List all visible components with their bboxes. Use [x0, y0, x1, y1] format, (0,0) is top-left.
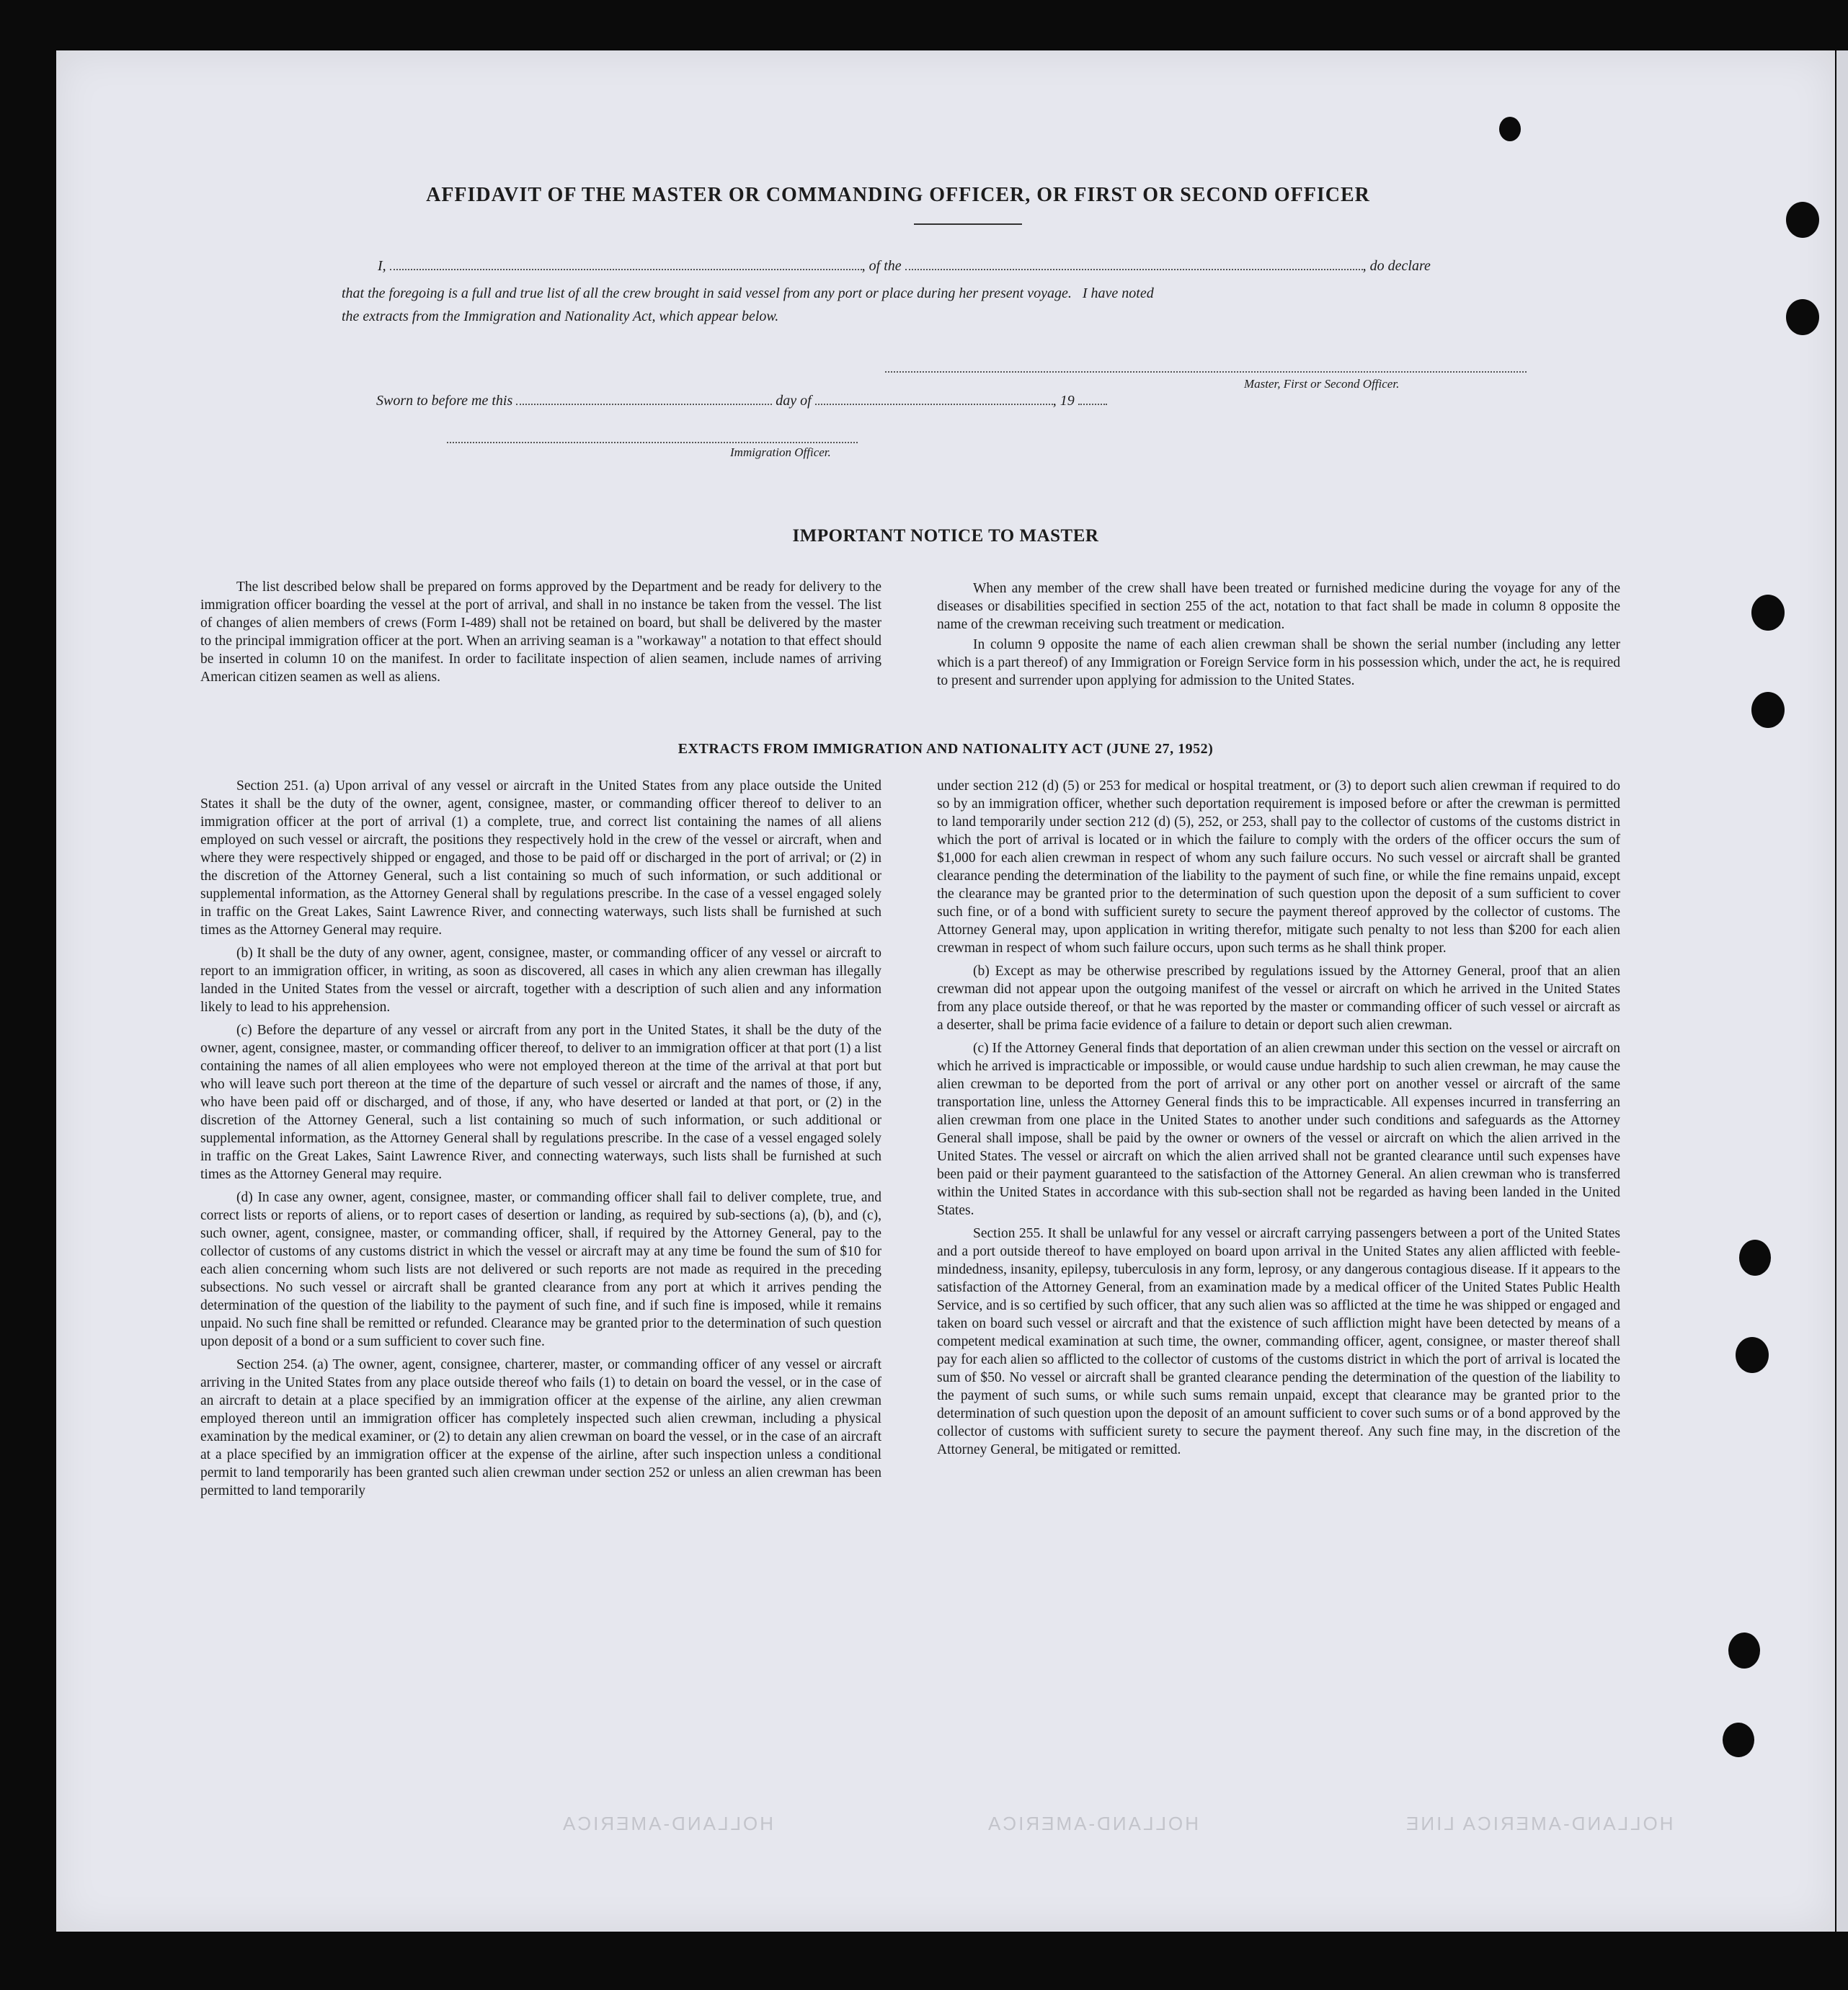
punch-hole	[1499, 117, 1521, 141]
page-edge	[1836, 50, 1848, 1932]
affidavit-title: AFFIDAVIT OF THE MASTER OR COMMANDING OFFICER, OR FIRST OR SECOND OFFICER	[426, 184, 1370, 206]
extracts-left-column	[200, 777, 881, 1505]
declaration-of-the: , of the	[861, 258, 902, 274]
extracts-heading: EXTRACTS FROM IMMIGRATION AND NATIONALITY ACT (JUNE 27, 1952)	[678, 741, 1214, 757]
notice-heading: IMPORTANT NOTICE TO MASTER	[792, 526, 1099, 546]
sworn-line	[376, 393, 1107, 409]
section-251-d: (d) In case any owner, agent, consignee, master, or commanding officer shall fail to deliver complete, true, and correct lists or reports of aliens, or to report cases of desertion or landing, as required by sub-sections (a), (b), and (c), such owner, agent, consignee, master, or commanding officer, shall, if required by the Attorney General, pay to the collector of customs of any customs district in which the vessel or aircraft may at any time be found the sum of $10 for each alien concerning whom such lists are not delivered or such reports are not made as required in the preceding subsections. No such vessel or aircraft shall be granted clearance from any port at which it arrives pending the determination of the question of the liability to the payment of such fine, and if such fine is imposed, while it remains unpaid. No such fine shall be remitted or refunded. Clearance may be granted prior to the determination of such question upon deposit of a bond or a sum sufficient to cover such fine.	[200, 1190, 881, 1349]
section-255: Section 255. It shall be unlawful for any vessel or aircraft carrying passengers between a port of the United States and a port outside thereof to have employed on board upon arrival in the United States any alien afflicted with feeble-mindedness, insanity, epilepsy, tuberculosis in any form, leprosy, or any dangerous contagious disease. If it appears to the satisfaction of the Attorney General, from an examination made by a medical officer of the United States Public Health Service, and is so certified by such officer, that any such alien was so afflicted at the time he was shipped or engaged and taken on board such vessel or aircraft and that the existence of such affliction might have been detected by means of a competent medical examination at such time, the owner, commanding officer, agent, consignee, or master thereof shall pay for each alien so afflicted to the collector of customs of the customs district in which the port of arrival is located the sum of $50. No vessel or aircraft shall be granted clearance pending the determination of the question of the liability to the payment of such sums, or while such sums remain unpaid, except that clearance may be granted prior to the determination of such question upon the deposit of an amount sufficient to cover such sums or of a bond approved by the collector of customs with sufficient surety to secure the payment thereof. Any such fine may, in the discretion of the Attorney General, be mitigated or remitted.	[937, 1226, 1620, 1457]
bleed-through-stamp-middle: HOLLAND-AMERICA	[986, 1813, 1199, 1834]
declaration-line-1	[378, 258, 1431, 275]
name-field[interactable]	[390, 259, 862, 270]
immigration-officer-signature-line[interactable]	[447, 442, 858, 443]
section-251-c: (c) Before the departure of any vessel or aircraft from any port in the United States, it shall be the duty of the owner, agent, consignee, master, or commanding officer thereof, to deliver to an immigration officer at that port (1) a list containing the names of all alien employees who were not employed thereon at the time of the arrival at that port but who will leave such port thereon at the time of the departure of such vessel or aircraft and the names of those, if any, who have been paid off or discharged, and of those, if any, who have deserted or landed at that port, or (2) in the discretion of the Attorney General, such a list containing so much of such information, or such additional or supplemental information, as the Attorney General shall by regulations prescribe. In the case of a vessel engaged solely in traffic on the Great Lakes, Saint Lawrence River, and connecting waterways, such lists shall be furnished at such times as the Attorney General may require.	[200, 1023, 881, 1182]
bleed-through-stamp-right: HOLLAND-AMERICA LINE	[1404, 1813, 1674, 1834]
sworn-day-field[interactable]	[516, 394, 772, 405]
section-254-b: (b) Except as may be otherwise prescribed by regulations issued by the Attorney General, proof that an alien crewman did not appear upon the outgoing manifest of the vessel or aircraft on which he arrived in the United States from any place outside thereof, or that he was reported by the master or commanding officer of such vessel or aircraft as a deserter, shall be prima facie evidence of a failure to detain or deport such alien crewman.	[937, 964, 1620, 1033]
declaration-line-3: the extracts from the Immigration and Nationality Act, which appear below.	[342, 308, 779, 324]
punch-hole	[1736, 1337, 1769, 1373]
section-254-a-continued: under section 212 (d) (5) or 253 for medical or hospital treatment, or (3) to deport such alien crewman if required to do so by an immigration officer, whether such deportation requirement is imposed before or after the crewman is permitted to land temporarily under section 212 (d) (5), 252, or 253, shall pay to the collector of customs of the customs district in which the port of arrival is located or in which the failure to comply with the orders of the officer occurs the sum of $1,000 for each alien crewman in respect of whom any such failure occurs. No such vessel or aircraft shall be granted clearance pending the determination of the liability to the payment of such fine, or while the fine remains unpaid, except the clearance may be granted prior to the determination of such question upon the deposit of a sum sufficient to cover such fine, or of a bond with sufficient surety to secure the payment thereof approved by the collector of customs. The Attorney General may, upon application in writing therefor, mitigate such penalty to not less than $200 for each alien crewman in respect of whom such failure occurs, upon such terms as he shall think proper.	[937, 778, 1620, 956]
extracts-right-column	[937, 777, 1620, 1464]
vessel-field[interactable]	[905, 259, 1363, 270]
declaration-line-2: that the foregoing is a full and true list of all the crew brought in said vessel from any port or place during her present voyage. I have noted	[342, 285, 1154, 301]
sworn-month-field[interactable]	[815, 394, 1053, 405]
punch-hole	[1723, 1723, 1754, 1757]
declaration-do-declare: , do declare	[1362, 258, 1431, 274]
punch-hole	[1728, 1633, 1760, 1669]
sworn-day-of: day of	[776, 393, 812, 409]
section-254-a: Section 254. (a) The owner, agent, consignee, charterer, master, or commanding officer of any vessel or aircraft arriving in the United States from any place outside thereof who fails (1) to detain on board the vessel, or in the case of an aircraft to detain at a place specified by an immigration officer at the expense of the airline, any alien crewman employed thereon until an immigration officer has completely inspected such alien crewman, including a physical examination by the medical examiner, or (2) to detain any alien crewman on board the vessel, or in the case of an aircraft at a place specified by an immigration officer at the expense of the airline, after such inspection unless a conditional permit to land temporarily has been granted such alien crewman under section 252 or unless an alien crewman has been permitted to land temporarily	[200, 1357, 881, 1498]
immigration-officer-caption: Immigration Officer.	[730, 445, 831, 459]
sworn-prefix: Sworn to before me this	[376, 393, 513, 409]
document-page	[56, 50, 1835, 1932]
punch-hole	[1739, 1240, 1771, 1276]
notice-right-column	[937, 579, 1620, 695]
master-signature-line[interactable]	[885, 371, 1527, 373]
section-251-b: (b) It shall be the duty of any owner, agent, consignee, master, or commanding officer of any vessel or aircraft to report to an immigration officer, in writing, as soon as discovered, all cases in which any alien crewman has illegally landed in the United States from the vessel or aircraft, together with a description of such alien and any information likely to lead to his apprehension.	[200, 946, 881, 1015]
sworn-year: , 19	[1052, 393, 1075, 409]
notice-left-paragraph: The list described below shall be prepared on forms approved by the Department and be ready for delivery to the immigration officer boarding the vessel at the port of arrival, and shall in no instance be taken from the vessel. The list of changes of alien members of crews (Form I-489) shall not be retained on board, but shall be delivered by the master to the principal immigration officer at the port. When an arriving seaman is a "workaway" a notation to that effect should be inserted in column 10 on the manifest. In order to facilitate inspection of alien seamen, include names of arriving American citizen seamen as well as aliens.	[200, 579, 881, 685]
section-251-a: Section 251. (a) Upon arrival of any vessel or aircraft in the United States from any place outside the United States it shall be the duty of the owner, agent, consignee, master, or commanding officer thereof to deliver to an immigration officer at the port of arrival (1) a complete, true, and correct list containing the names of all aliens employed on such vessel or aircraft, the positions they respectively hold in the crew of the vessel or aircraft, when and where they were respectively shipped or engaged, and those to be paid off or discharged in the port of arrival; or (2) in the discretion of the Attorney General, such a list containing so much of such information, or such additional or supplemental information, as the Attorney General shall by regulations prescribe. In the case of a vessel engaged solely in traffic on the Great Lakes, Saint Lawrence River, and connecting waterways, such lists shall be furnished at such times as the Attorney General may require.	[200, 778, 881, 938]
punch-hole	[1786, 202, 1819, 238]
section-254-c: (c) If the Attorney General finds that deportation of an alien crewman under this section on the vessel or aircraft on which he arrived is impracticable or impossible, or would cause undue hardship to such alien crewman, he may cause the alien crewman to be deported from the port of arrival or any other port on another vessel or aircraft of the same transportation line, unless the Attorney General finds this to be impracticable. All expenses incurred in transferring an alien crewman from one place in the United States to another under such conditions and safeguards as the Attorney General shall impose, shall be paid by the owner or owners of the vessel or aircraft on which the alien arrived in the United States. The vessel or aircraft on which the alien arrived shall not be granted clearance until such expenses have been paid or their payment guaranteed to the satisfaction of the Attorney General. An alien crewman who is transferred within the United States in accordance with this sub-section shall not be regarded as having been landed in the United States.	[937, 1041, 1620, 1218]
notice-right-paragraph-1: When any member of the crew shall have been treated or furnished medicine during the voyage for any of the diseases or disabilities specified in section 255 of the act, notation to that fact shall be made in column 8 opposite the name of the crewman receiving such treatment or medication.	[937, 581, 1620, 632]
sworn-year-field[interactable]	[1078, 394, 1107, 405]
punch-hole	[1786, 299, 1819, 335]
declaration-i: I,	[378, 258, 386, 274]
master-signature-caption: Master, First or Second Officer.	[1244, 377, 1400, 391]
notice-right-paragraph-2: In column 9 opposite the name of each alien crewman shall be shown the serial number (including any letter which is a part thereof) of any Immigration or Foreign Service form in his possession which, under the act, he is required to present and surrender upon applying for admission to the United States.	[937, 637, 1620, 688]
bleed-through-stamp-left: HOLLAND-AMERICA	[561, 1813, 773, 1834]
notice-left-column	[200, 578, 881, 691]
punch-hole	[1751, 595, 1785, 631]
punch-hole	[1751, 692, 1785, 728]
title-rule	[914, 223, 1022, 225]
